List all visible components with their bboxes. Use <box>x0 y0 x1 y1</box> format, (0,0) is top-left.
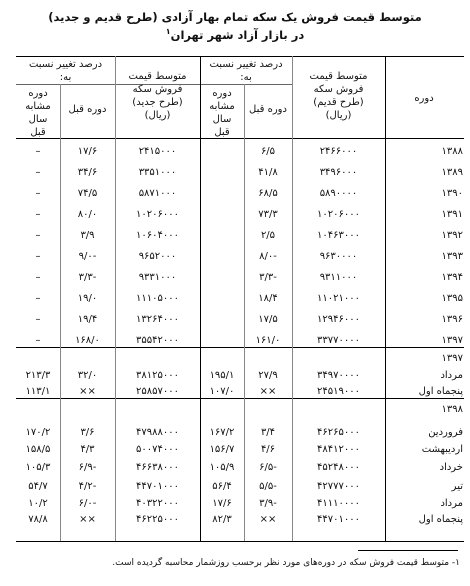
old-price-cell: ۳۳۷۷۰۰۰۰ <box>317 335 360 346</box>
new-prev-change-cell: -۳/۳ <box>78 272 97 283</box>
old-same-change-cell <box>200 208 244 222</box>
new-same-change-cell: ۱۵۸/۵ <box>25 444 51 455</box>
old-price-cell: ۱۰۲۰۶۰۰۰ <box>317 209 360 220</box>
old-prev-change-cell: ۷۳/۳ <box>258 209 278 220</box>
old-prev-change-cell: ×× <box>259 514 277 525</box>
old-same-change-cell <box>200 166 244 180</box>
row-label: ۱۳۹۴ <box>441 272 463 283</box>
header-line: دوره <box>212 88 232 99</box>
row-label: ۱۳۹۷ <box>441 335 463 346</box>
old-price-cell: ۲۴۵۱۹۰۰۰ <box>317 386 360 397</box>
header-line: (طرح جدید) <box>132 97 183 108</box>
old-prev-change-cell: ۲/۵ <box>260 230 276 241</box>
old-price-cell: ۴۵۲۴۸۰۰۰ <box>317 462 360 473</box>
new-price-cell: ۴۶۶۳۸۰۰۰ <box>136 462 179 473</box>
old-price-cell: ۵۸۹۰۰۰۰ <box>319 188 358 199</box>
old-change-subrule <box>200 84 292 85</box>
old-same-change-cell: ۱۶۷/۲ <box>209 427 235 438</box>
new-same-change-cell: – <box>35 335 41 346</box>
footnote-mark: ۱ <box>165 27 171 36</box>
old-price-cell: ۴۸۴۱۲۰۰۰ <box>317 444 360 455</box>
old-price-cell: ۹۳۱۱۰۰۰ <box>319 272 358 283</box>
new-price-cell: ۴۰۳۲۲۰۰۰ <box>136 498 179 509</box>
new-same-change-cell: ۷۸/۸ <box>28 514 48 525</box>
row-label: فروردین <box>428 427 463 438</box>
header-old-same-period <box>200 87 244 139</box>
new-same-change-cell: – <box>35 230 41 241</box>
old-prev-change-cell: -۵/۵ <box>259 481 277 492</box>
header-old-price <box>292 70 385 122</box>
header-line: دوره <box>28 88 48 99</box>
new-prev-change-cell: -۶/۰ <box>78 498 97 509</box>
old-prev-change-cell: ۶/۵ <box>260 146 276 157</box>
row-label: خرداد <box>439 462 463 473</box>
new-same-change-cell: ۱۱۳/۱ <box>25 386 51 397</box>
old-same-change-cell: ۸۲/۳ <box>212 514 232 525</box>
old-prev-change-cell: -۳/۳ <box>259 272 277 283</box>
new-same-change-cell: ۱۰/۲ <box>28 498 48 509</box>
new-price-cell: ۴۴۷۰۱۰۰۰ <box>136 481 179 492</box>
header-period: دوره <box>414 93 434 104</box>
old-same-change-cell <box>200 313 244 327</box>
header-old-change-group <box>200 58 292 84</box>
old-prev-change-cell: ۴۱/۸ <box>258 167 278 178</box>
table-bottom-rule <box>16 541 464 542</box>
header-line: فروش سکه <box>313 84 364 95</box>
new-prev-change-cell: ۳/۹ <box>80 230 95 241</box>
new-price-cell: ۱۰۲۰۶۰۰۰ <box>136 209 179 220</box>
header-line: مشابه <box>25 101 51 112</box>
table-top-rule <box>16 56 464 57</box>
old-price-cell: ۴۴۷۰۱۰۰۰ <box>317 514 360 525</box>
new-prev-change-cell: ۱۹/۴ <box>77 314 98 325</box>
new-price-cell: ۹۶۵۲۰۰۰ <box>138 251 177 262</box>
old-same-change-cell <box>200 334 244 348</box>
row-label: ۱۳۹۵ <box>441 293 463 304</box>
old-prev-change-cell: ۴/۶ <box>260 444 276 455</box>
header-line: متوسط قیمت <box>309 71 368 82</box>
table-subtitle <box>0 27 470 42</box>
new-prev-change-cell: ۷۴/۵ <box>77 188 98 199</box>
old-same-change-cell: ۱۹۵/۱ <box>209 370 235 381</box>
header-new-same-period <box>16 87 60 139</box>
new-price-cell: ۴۶۲۲۵۰۰۰ <box>136 514 179 525</box>
row-label: ۱۳۸۸ <box>441 146 463 157</box>
old-prev-change-cell: -۸/۰ <box>259 251 277 262</box>
header-line: (طرح قدیم) <box>313 97 364 108</box>
header-line: قبل <box>214 127 230 138</box>
old-price-cell: ۳۴۹۶۰۰۰ <box>319 167 358 178</box>
new-price-cell: ۲۵۸۵۷۰۰۰ <box>136 386 179 397</box>
old-prev-change-cell: ۳/۴ <box>260 427 276 438</box>
section-year-label: ۱۳۹۸ <box>441 404 463 415</box>
header-line: متوسط قیمت <box>128 71 187 82</box>
new-prev-change-cell: -۶/۹ <box>78 462 97 473</box>
header-line: درصد تغییر نسبت <box>28 59 103 70</box>
new-same-change-cell: – <box>35 293 41 304</box>
old-same-change-cell <box>200 292 244 306</box>
new-prev-change-cell: ۱۹/۰ <box>77 293 98 304</box>
row-label: ۱۳۹۱ <box>441 209 463 220</box>
new-prev-change-cell: ۱۷/۶ <box>77 146 98 157</box>
subtitle-text: در بازار آزاد شهر تهران <box>170 27 305 42</box>
old-price-cell: ۱۱۰۲۱۰۰۰ <box>317 293 360 304</box>
table-title: متوسط قیمت فروش یک سکه تمام بهار آزادی (طرح قدیم و جدید) <box>48 10 422 24</box>
new-prev-change-cell: ۴/۳ <box>80 444 95 455</box>
old-price-cell: ۴۱۱۱۰۰۰۰ <box>317 498 360 509</box>
new-price-cell: ۹۳۳۱۰۰۰ <box>138 272 177 283</box>
row-label: ۱۳۹۲ <box>441 230 463 241</box>
row-label: تیر <box>451 481 463 492</box>
old-price-cell: ۴۲۷۷۷۰۰۰ <box>317 481 360 492</box>
header-line: (ریال) <box>144 110 171 121</box>
new-prev-change-cell: ×× <box>79 386 96 397</box>
new-same-change-cell: – <box>35 188 41 199</box>
header-old-prev-period: دوره قبل <box>249 104 287 115</box>
old-price-cell: ۴۶۲۶۵۰۰۰ <box>317 427 360 438</box>
new-prev-change-cell: ۳/۶ <box>80 427 95 438</box>
old-prev-change-cell: -۶/۵ <box>259 462 277 473</box>
old-same-change-cell: ۱۷/۶ <box>212 498 232 509</box>
header-line: قبل <box>30 127 46 138</box>
old-prev-change-cell: -۳/۹ <box>259 498 277 509</box>
new-same-change-cell: – <box>35 251 41 262</box>
old-same-change-cell <box>200 250 244 264</box>
old-prev-change-cell: ۱۷/۵ <box>258 314 278 325</box>
new-same-change-cell: – <box>35 272 41 283</box>
old-same-change-cell: ۱۰۵/۹ <box>209 462 235 473</box>
new-same-change-cell: ۲۱۳/۳ <box>25 370 51 381</box>
old-prev-change-cell: ۲۷/۹ <box>258 370 278 381</box>
header-line: به: <box>240 72 252 83</box>
new-prev-change-cell: -۹/۰ <box>78 251 97 262</box>
header-line: سال <box>28 114 48 125</box>
section-year-label: ۱۳۹۷ <box>441 353 463 364</box>
new-prev-change-cell: ۸۰/۰ <box>77 209 98 220</box>
row-label: ۱۳۸۹ <box>441 167 463 178</box>
old-price-cell: ۱۰۴۶۳۰۰۰ <box>317 230 360 241</box>
new-price-cell: ۵۸۷۱۰۰۰ <box>138 188 177 199</box>
row-label: اردیبهشت <box>421 444 463 455</box>
new-same-change-cell: – <box>35 146 41 157</box>
old-price-cell: ۱۲۹۴۶۰۰۰ <box>317 314 360 325</box>
new-price-cell: ۳۸۱۲۵۰۰۰ <box>136 370 179 381</box>
new-price-cell: ۱۰۶۰۴۰۰۰ <box>136 230 179 241</box>
old-price-cell: ۳۴۹۷۰۰۰۰ <box>317 370 360 381</box>
old-price-cell: ۲۴۶۶۰۰۰ <box>319 146 358 157</box>
new-prev-change-cell: -۴/۲ <box>78 481 97 492</box>
header-line: فروش سکه <box>132 84 183 95</box>
new-price-cell: ۱۱۱۰۵۰۰۰ <box>136 293 179 304</box>
header-line: درصد تغییر نسبت <box>209 59 283 70</box>
old-same-change-cell: ۱۰۷/۰ <box>209 386 235 397</box>
new-price-cell: ۲۴۱۵۰۰۰ <box>138 146 177 157</box>
old-prev-change-cell: ۱۶۱/۰ <box>255 335 281 346</box>
new-same-change-cell: – <box>35 314 41 325</box>
old-prev-change-cell: ×× <box>259 386 277 397</box>
row-label: ۱۳۹۶ <box>441 314 463 325</box>
new-price-cell: ۳۵۵۴۲۰۰۰ <box>136 335 179 346</box>
old-same-change-cell <box>200 229 244 243</box>
new-price-cell: ۳۳۵۱۰۰۰ <box>138 167 177 178</box>
row-label: مرداد <box>440 498 463 509</box>
old-price-cell: ۹۶۳۰۰۰۰ <box>319 251 358 262</box>
footnote-separator <box>358 550 458 551</box>
header-line: سال <box>212 114 232 125</box>
new-price-cell: ۱۳۲۶۴۰۰۰ <box>136 314 179 325</box>
old-same-change-cell: ۱۵۶/۷ <box>209 444 235 455</box>
new-prev-change-cell: ۳۲/۰ <box>77 370 98 381</box>
new-prev-change-cell: ×× <box>79 514 96 525</box>
row-label: ۱۳۹۰ <box>441 188 463 199</box>
header-line: مشابه <box>209 101 235 112</box>
row-label: ۱۳۹۳ <box>441 251 463 262</box>
old-same-change-cell: ۵۶/۴ <box>212 481 232 492</box>
new-same-change-cell: – <box>35 167 41 178</box>
row-label: پنجماه اول <box>418 514 463 525</box>
old-same-change-cell <box>200 145 244 159</box>
header-new-prev-period: دوره قبل <box>68 104 107 115</box>
new-price-cell: ۵۰۰۷۴۰۰۰ <box>136 444 179 455</box>
row-label: مرداد <box>440 370 463 381</box>
old-prev-change-cell: ۱۸/۴ <box>258 293 278 304</box>
new-prev-change-cell: ۳۴/۶ <box>77 167 98 178</box>
footnote: ۱- متوسط قیمت فروش سکه در دوره‌های مورد نظر برحسب روزشمار محاسبه گردیده است. <box>112 558 460 568</box>
new-same-change-cell: ۵۴/۷ <box>28 481 48 492</box>
header-line: به: <box>59 72 72 83</box>
new-same-change-cell: – <box>35 209 41 220</box>
new-price-cell: ۴۷۹۸۸۰۰۰ <box>136 427 179 438</box>
old-prev-change-cell: ۶۸/۵ <box>258 188 278 199</box>
old-same-change-cell <box>200 271 244 285</box>
new-same-change-cell: ۱۰۵/۳ <box>25 462 51 473</box>
row-label: پنجماه اول <box>418 386 463 397</box>
header-new-price <box>115 70 200 122</box>
header-new-change-group <box>16 58 115 84</box>
new-same-change-cell: ۱۷۰/۲ <box>25 427 51 438</box>
new-prev-change-cell: ۱۶۸/۰ <box>75 335 100 346</box>
header-line: (ریال) <box>325 110 352 121</box>
old-same-change-cell <box>200 187 244 201</box>
